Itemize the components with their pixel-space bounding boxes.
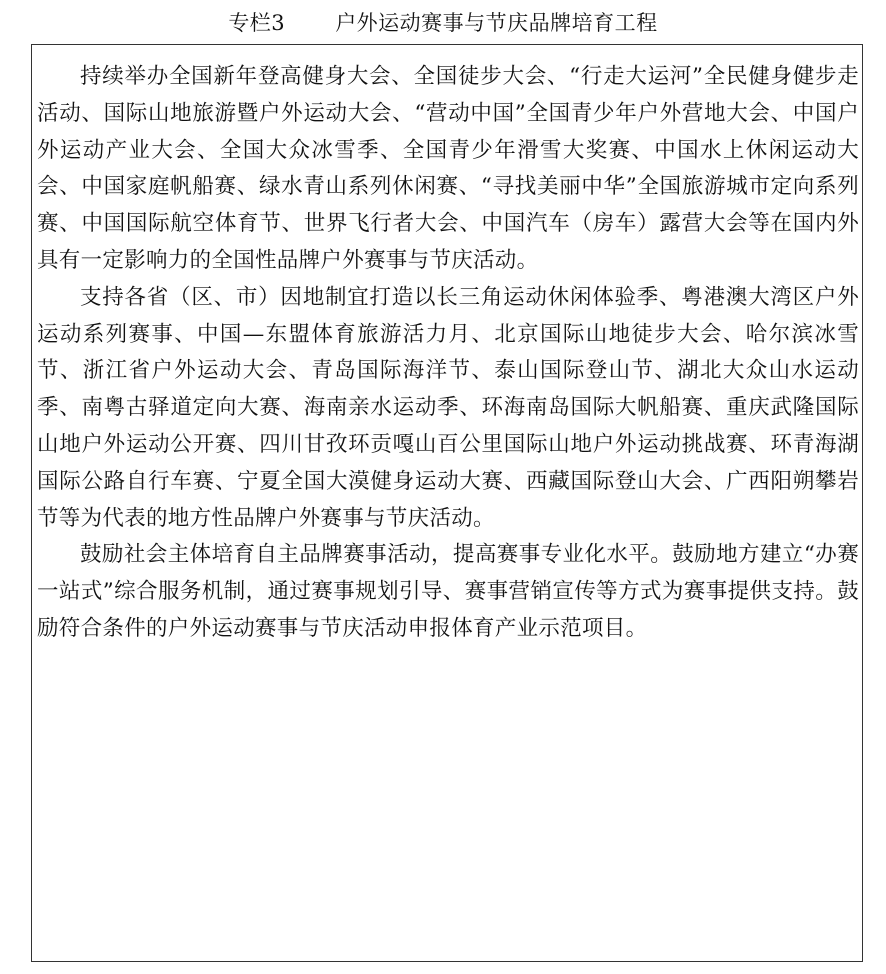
paragraph-national-events: 持续举办全国新年登高健身大会、全国徒步大会、“行走大运河”全民健身健步走活动、国际山地旅游暨户外运动大会、“营动中国”全国青少年户外营地大会、中国户外运动产业大会、全国大众冰雪季、全国青少年滑雪大奖赛、中国水上休闲运动大会、中国家庭帆船赛、绿水青山系列休闲赛、“寻找美丽中华”全国旅游城市定向系列赛、中国国际航空体育节、世界飞行者大会、中国汽车（房车）露营大会等在国内外具有一定影响力的全国性品牌户外赛事与节庆活动。 bbox=[37, 64, 859, 273]
box-title-text: 户外运动赛事与节庆品牌培育工程 bbox=[335, 11, 658, 35]
box-content bbox=[37, 59, 859, 648]
box-label: 专栏3 bbox=[228, 11, 286, 35]
text-box bbox=[31, 44, 863, 962]
box-title bbox=[0, 8, 886, 38]
paragraph-encourage-brands: 鼓励社会主体培育自主品牌赛事活动，提高赛事专业化水平。鼓励地方建立“办赛一站式”综合服务机制，通过赛事规划引导、赛事营销宣传等方式为赛事提供支持。鼓励符合条件的户外运动赛事与节庆活动申报体育产业示范项目。 bbox=[37, 542, 859, 641]
paragraph-local-events: 支持各省（区、市）因地制宜打造以长三角运动休闲体验季、粤港澳大湾区户外运动系列赛事、中国—东盟体育旅游活力月、北京国际山地徒步大会、哈尔滨冰雪节、浙江省户外运动大会、青岛国际海洋节、泰山国际登山节、湖北大众山水运动季、南粤古驿道定向大赛、海南亲水运动季、环海南岛国际大帆船赛、重庆武隆国际山地户外运动公开赛、四川甘孜环贡嘎山百公里国际山地户外运动挑战赛、环青海湖国际公路自行车赛、宁夏全国大漠健身运动大赛、西藏国际登山大会、广西阳朔攀岩节等为代表的地方性品牌户外赛事与节庆活动。 bbox=[37, 284, 859, 531]
